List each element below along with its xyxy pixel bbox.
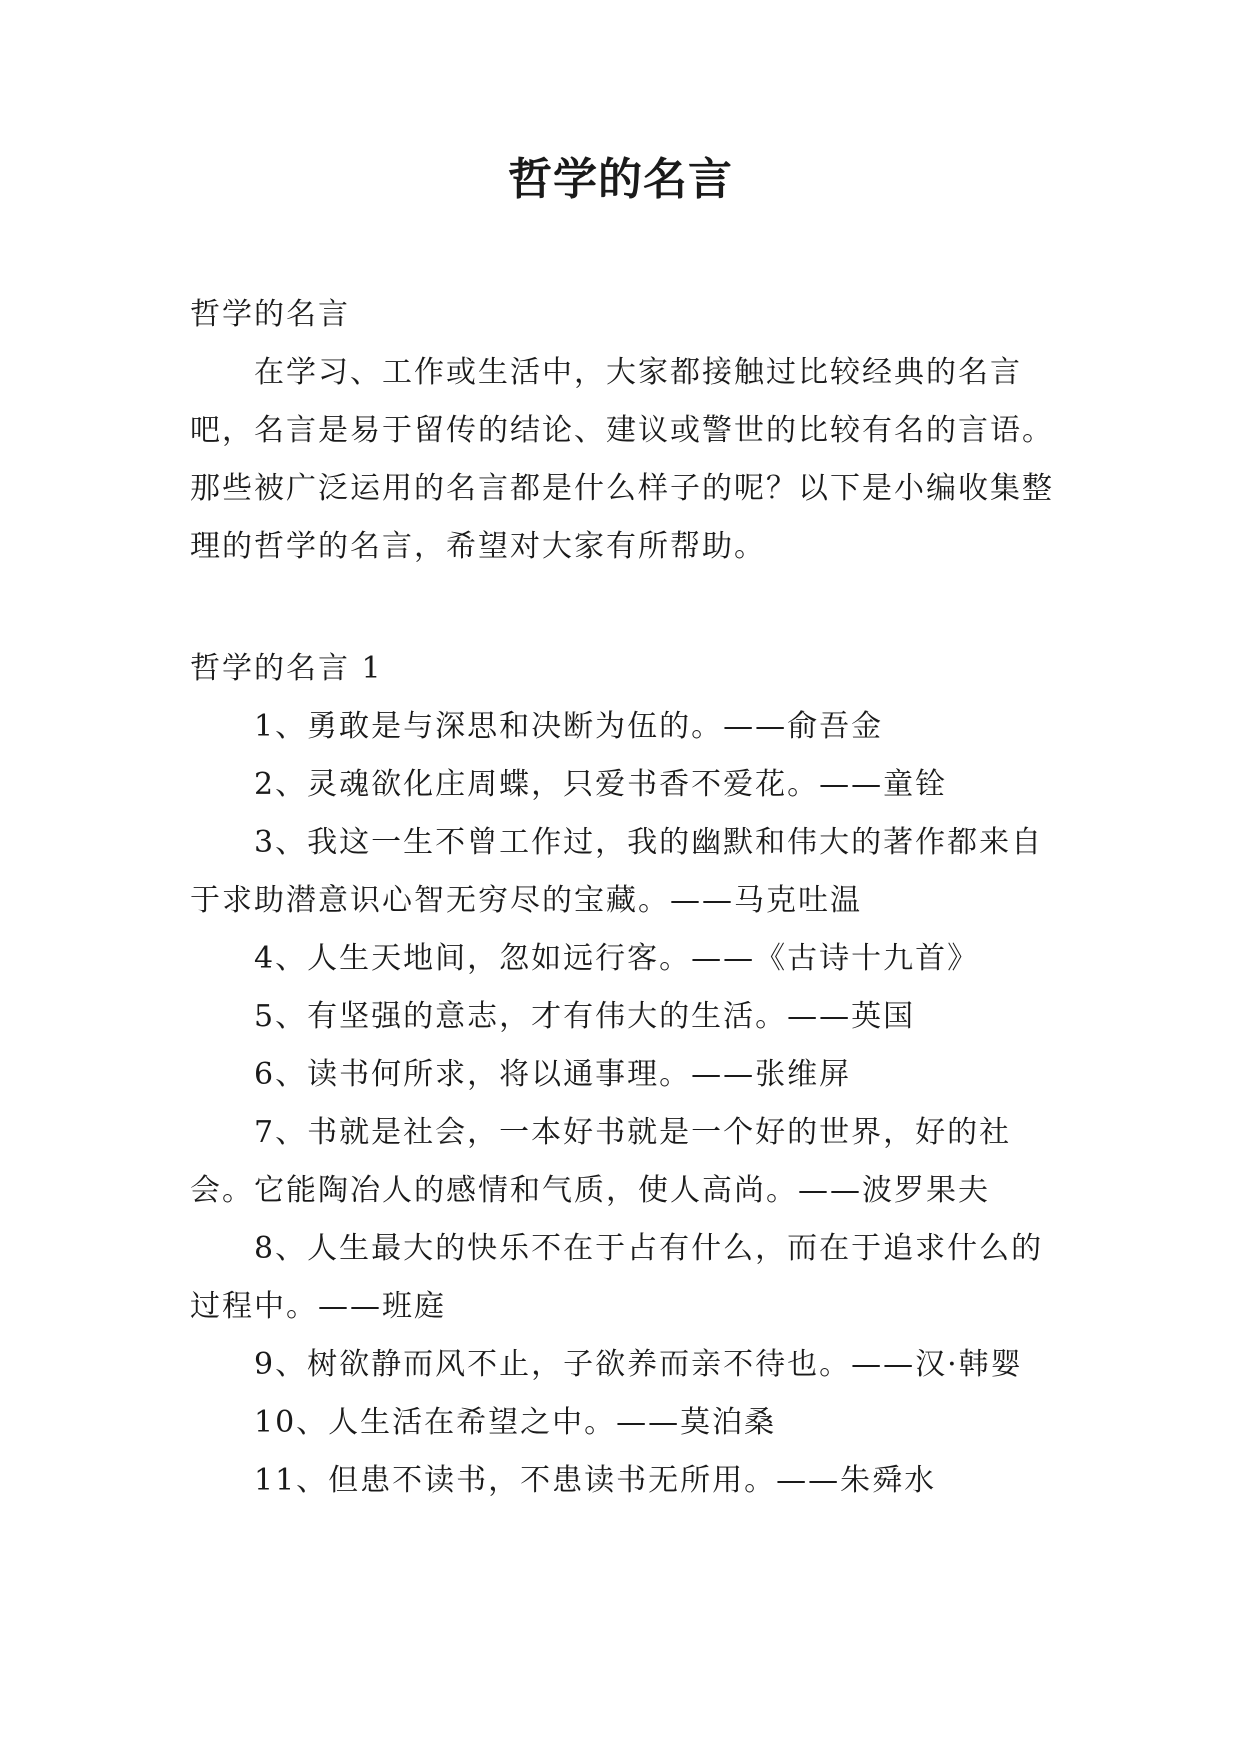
quote-item: 11、但患不读书，不患读书无所用。——朱舜水 — [254, 1463, 937, 1498]
quote-item: 2、灵魂欲化庄周蝶，只爱书香不爱花。——童铨 — [254, 767, 948, 802]
document-body — [190, 286, 1055, 1510]
quote-item: 1、勇敢是与深思和决断为伍的。——俞吾金 — [254, 709, 884, 744]
document-subtitle: 哲学的名言 — [190, 297, 350, 332]
quote-item: 4、人生天地间，忽如远行客。——《古诗十九首》 — [254, 941, 980, 976]
quote-item: 9、树欲静而风不止，子欲养而亲不待也。——汉·韩婴 — [254, 1347, 1023, 1382]
intro-paragraph: 在学习、工作或生活中，大家都接触过比较经典的名言吧，名言是易于留传的结论、建议或警世的比较有名的言语。那些被广泛运用的名言都是什么样子的呢？以下是小编收集整理的哲学的名言，希望对大家有所帮助。 — [190, 355, 1054, 564]
quote-item: 6、读书何所求，将以通事理。——张维屏 — [254, 1057, 852, 1092]
section-heading: 哲学的名言 1 — [190, 651, 383, 686]
quote-item: 5、有坚强的意志，才有伟大的生活。——英国 — [254, 999, 916, 1034]
quote-item: 8、人生最大的快乐不在于占有什么，而在于追求什么的过程中。——班庭 — [190, 1231, 1044, 1324]
quote-item: 7、书就是社会，一本好书就是一个好的世界，好的社会。它能陶冶人的感情和气质，使人高尚。——波罗果夫 — [190, 1115, 1012, 1208]
section-spacer — [190, 576, 1055, 640]
quote-item: 3、我这一生不曾工作过，我的幽默和伟大的著作都来自于求助潜意识心智无穷尽的宝藏。——马克吐温 — [190, 825, 1044, 918]
quote-item: 10、人生活在希望之中。——莫泊桑 — [254, 1405, 777, 1440]
document-title: 哲学的名言 — [508, 154, 733, 205]
